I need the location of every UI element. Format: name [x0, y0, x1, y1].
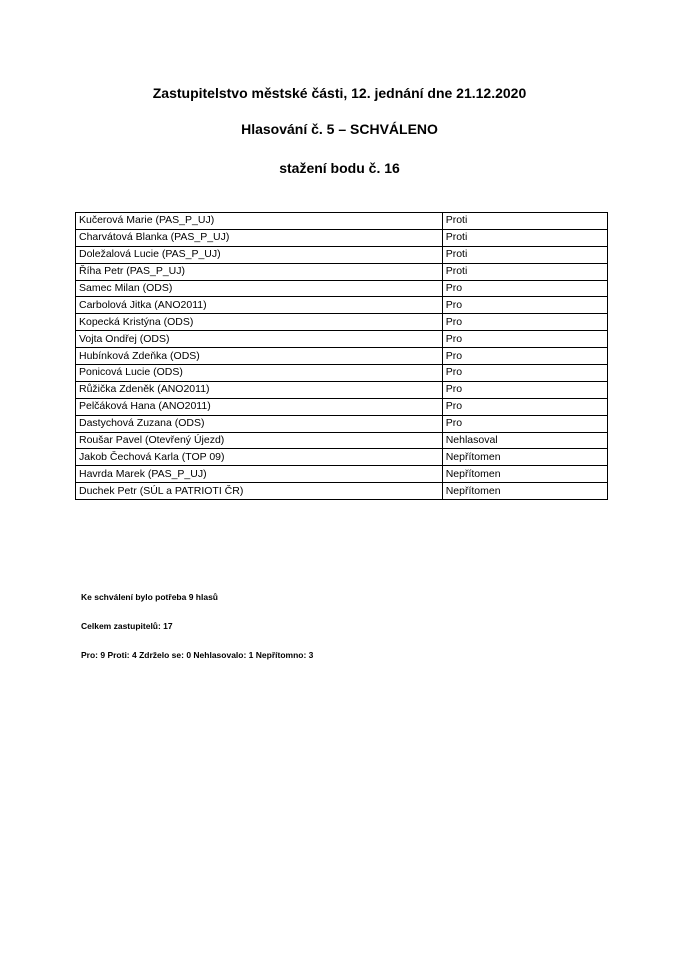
member-name: Dastychová Zuzana (ODS) [76, 415, 443, 432]
member-vote: Proti [442, 263, 607, 280]
member-vote: Pro [442, 348, 607, 365]
member-name: Doležalová Lucie (PAS_P_UJ) [76, 246, 443, 263]
member-name: Hubínková Zdeňka (ODS) [76, 348, 443, 365]
table-row [76, 449, 608, 466]
member-name: Říha Petr (PAS_P_UJ) [76, 263, 443, 280]
member-name: Růžička Zdeněk (ANO2011) [76, 381, 443, 398]
member-name: Pelčáková Hana (ANO2011) [76, 398, 443, 415]
member-vote: Pro [442, 398, 607, 415]
table-row [76, 263, 608, 280]
member-vote: Nepřítomen [442, 483, 607, 500]
table-row [76, 483, 608, 500]
table-row [76, 213, 608, 230]
member-vote: Pro [442, 381, 607, 398]
table-row [76, 365, 608, 382]
table-row [76, 229, 608, 246]
member-vote: Proti [442, 246, 607, 263]
member-vote: Nepřítomen [442, 466, 607, 483]
member-name: Kopecká Kristýna (ODS) [76, 314, 443, 331]
member-name: Ponicová Lucie (ODS) [76, 365, 443, 382]
votes-table [75, 212, 608, 500]
member-vote: Pro [442, 365, 607, 382]
member-vote: Nehlasoval [442, 432, 607, 449]
member-name: Vojta Ondřej (ODS) [76, 331, 443, 348]
member-name: Duchek Petr (SÚL a PATRIOTI ČR) [76, 483, 443, 500]
table-row [76, 381, 608, 398]
member-vote: Pro [442, 314, 607, 331]
table-row [76, 297, 608, 314]
table-row [76, 246, 608, 263]
member-name: Samec Milan (ODS) [76, 280, 443, 297]
table-row [76, 415, 608, 432]
member-vote: Pro [442, 331, 607, 348]
member-name: Charvátová Blanka (PAS_P_UJ) [76, 229, 443, 246]
member-vote: Nepřítomen [442, 449, 607, 466]
table-row [76, 398, 608, 415]
table-row [76, 432, 608, 449]
table-row [76, 331, 608, 348]
table-row [76, 314, 608, 331]
member-name: Carbolová Jitka (ANO2011) [76, 297, 443, 314]
member-vote: Pro [442, 415, 607, 432]
vote-subject: stažení bodu č. 16 [279, 160, 400, 176]
member-vote: Proti [442, 229, 607, 246]
vote-result-heading: Hlasování č. 5 – SCHVÁLENO [241, 121, 438, 137]
table-row [76, 280, 608, 297]
member-name: Kučerová Marie (PAS_P_UJ) [76, 213, 443, 230]
member-name: Jakob Čechová Karla (TOP 09) [76, 449, 443, 466]
table-row [76, 348, 608, 365]
vote-breakdown-text: Pro: 9 Proti: 4 Zdrželo se: 0 Nehlasovalo: 1 Nepřítomno: 3 [81, 650, 314, 660]
member-name: Havrda Marek (PAS_P_UJ) [76, 466, 443, 483]
member-vote: Pro [442, 280, 607, 297]
total-members-text: Celkem zastupitelů: 17 [81, 621, 173, 631]
member-name: Roušar Pavel (Otevřený Újezd) [76, 432, 443, 449]
required-votes-text: Ke schválení bylo potřeba 9 hlasů [81, 592, 218, 602]
table-row [76, 466, 608, 483]
document-title: Zastupitelstvo městské části, 12. jednání dne 21.12.2020 [152, 85, 527, 101]
member-vote: Pro [442, 297, 607, 314]
member-vote: Proti [442, 213, 607, 230]
